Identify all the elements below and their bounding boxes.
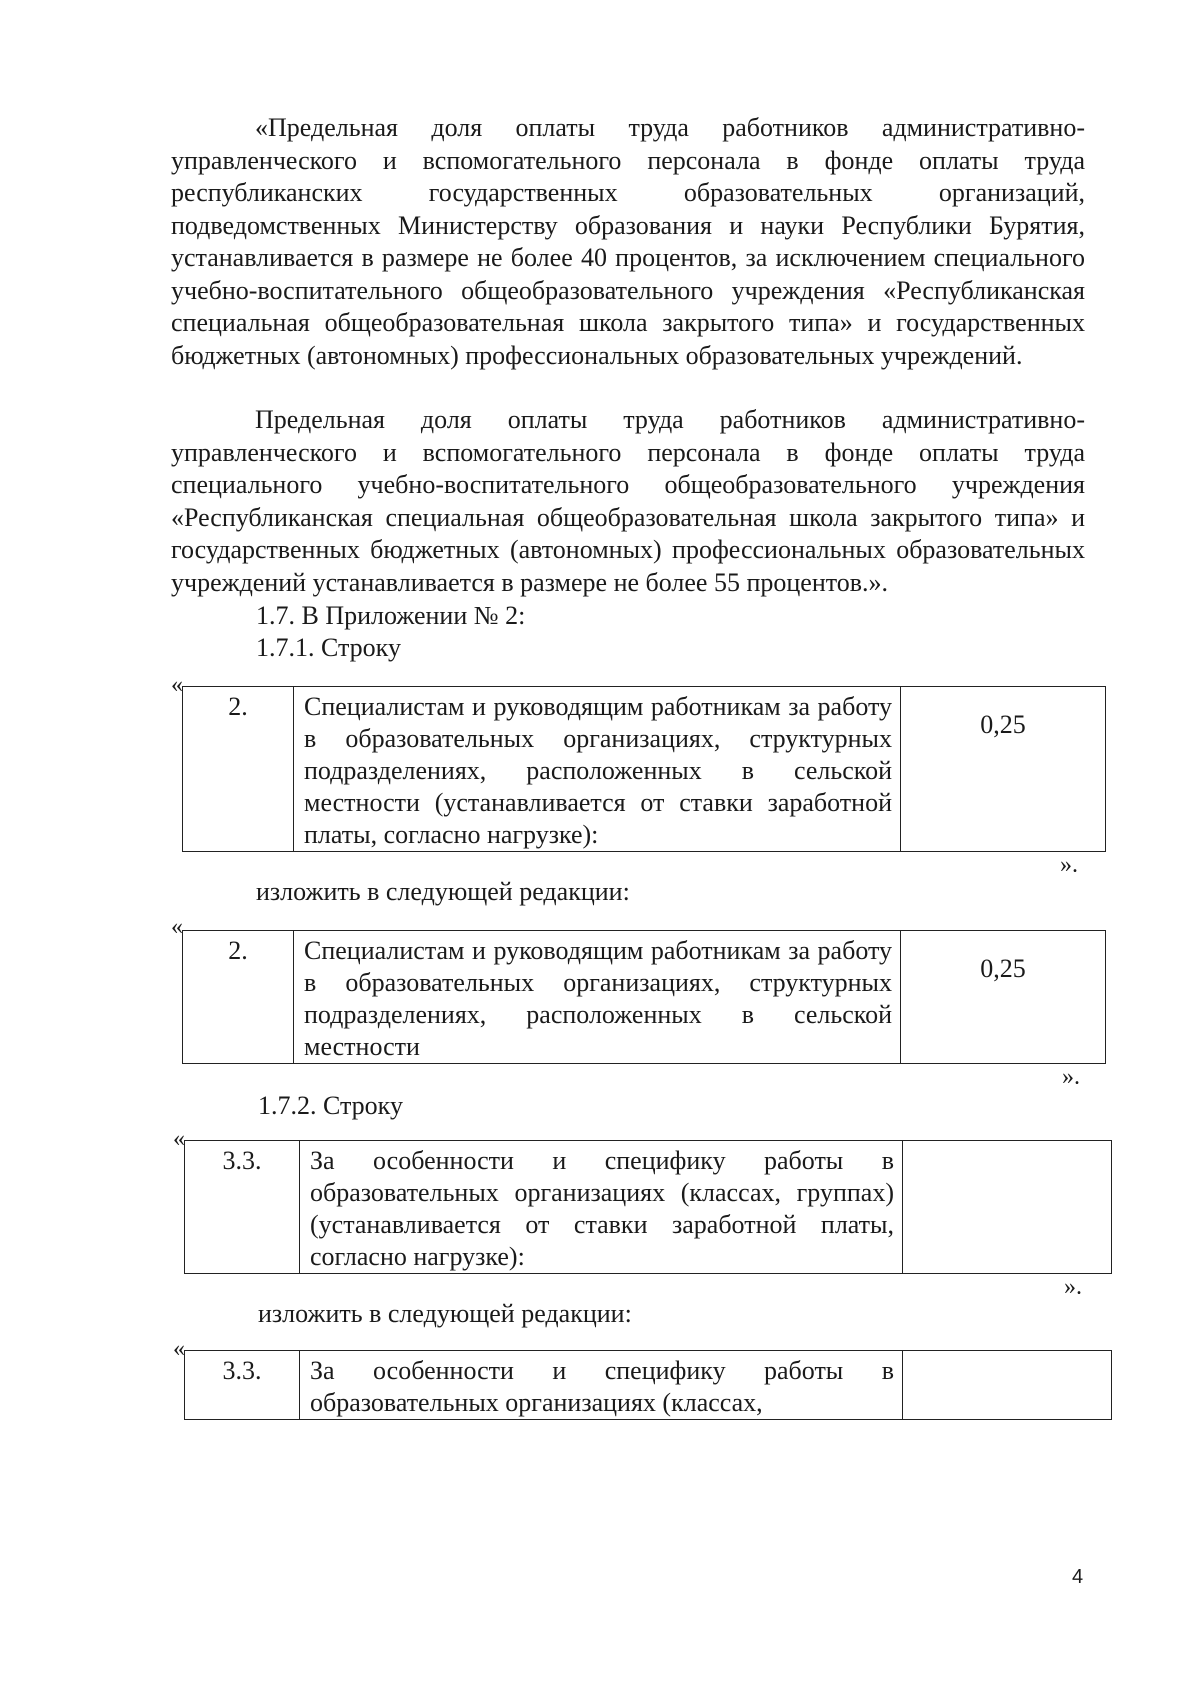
row-value: 0,25: [901, 687, 1106, 852]
heading-item-2: 1.7.2. Строку: [258, 1091, 403, 1120]
paragraph-2: Предельная доля оплаты труда работников административно-управленческого и вспомогательного персонала в фонде оплаты труда специального учебно-воспитательного общеобразовательного учреждения «Республиканская специальная общеобразовательная школа закрытого типа» и государственных бюджетных (автономных) профессиональных образовательных учреждений устанавливается в размере не более 55 процентов.».: [171, 405, 1085, 597]
row-text: Специалистам и руководящим работникам за работу в образовательных организациях, структурных подразделениях, расположенных в сельской местности (устанавливается от ставки заработной платы, согласно нагрузке):: [294, 687, 901, 852]
table-row-new-2: [182, 930, 1106, 1064]
open-quote: «: [171, 914, 183, 940]
row-value: [903, 1351, 1112, 1420]
row-value: [903, 1141, 1112, 1274]
close-quote: ».: [1062, 1064, 1080, 1090]
row-text: Специалистам и руководящим работникам за работу в образовательных организациях, структурных подразделениях, расположенных в сельской местности: [294, 931, 901, 1064]
row-number: 3.3.: [185, 1141, 300, 1274]
close-quote: ».: [1060, 852, 1078, 878]
row-value: 0,25: [901, 931, 1106, 1064]
page-number: 4: [1072, 1566, 1084, 1588]
open-quote: «: [173, 1126, 185, 1152]
open-quote: «: [171, 672, 183, 698]
table-row-new-3-3: [184, 1350, 1112, 1420]
redaction-label: изложить в следующей редакции:: [256, 877, 630, 906]
paragraph-1: «Предельная доля оплаты труда работников административно-управленческого и вспомогательного персонала в фонде оплаты труда республиканских государственных образовательных организаций, подведомственных Министерству образования и науки Республики Бурятия, устанавливается в размере не более 40 процентов, за исключением специального учебно-воспитательного общеобразовательного учреждения «Республиканская специальная общеобразовательная школа закрытого типа» и государственных бюджетных (автономных) профессиональных образовательных учреждений.: [171, 113, 1085, 370]
row-number: 2.: [183, 687, 294, 852]
row-number: 2.: [183, 931, 294, 1064]
row-number: 3.3.: [185, 1351, 300, 1420]
redaction-label: изложить в следующей редакции:: [258, 1299, 632, 1328]
heading-appendix: 1.7. В Приложении № 2:: [256, 601, 526, 630]
table-row-old-2: [182, 686, 1106, 852]
open-quote: «: [173, 1336, 185, 1362]
row-text: За особенности и специфику работы в образовательных организациях (классах, группах) (устанавливается от ставки заработной платы, согласно нагрузке):: [300, 1141, 903, 1274]
row-text: За особенности и специфику работы в образовательных организациях (классах,: [300, 1351, 903, 1420]
table-row-old-3-3: [184, 1140, 1112, 1274]
close-quote: ».: [1064, 1274, 1082, 1300]
heading-item-1: 1.7.1. Строку: [256, 633, 401, 662]
